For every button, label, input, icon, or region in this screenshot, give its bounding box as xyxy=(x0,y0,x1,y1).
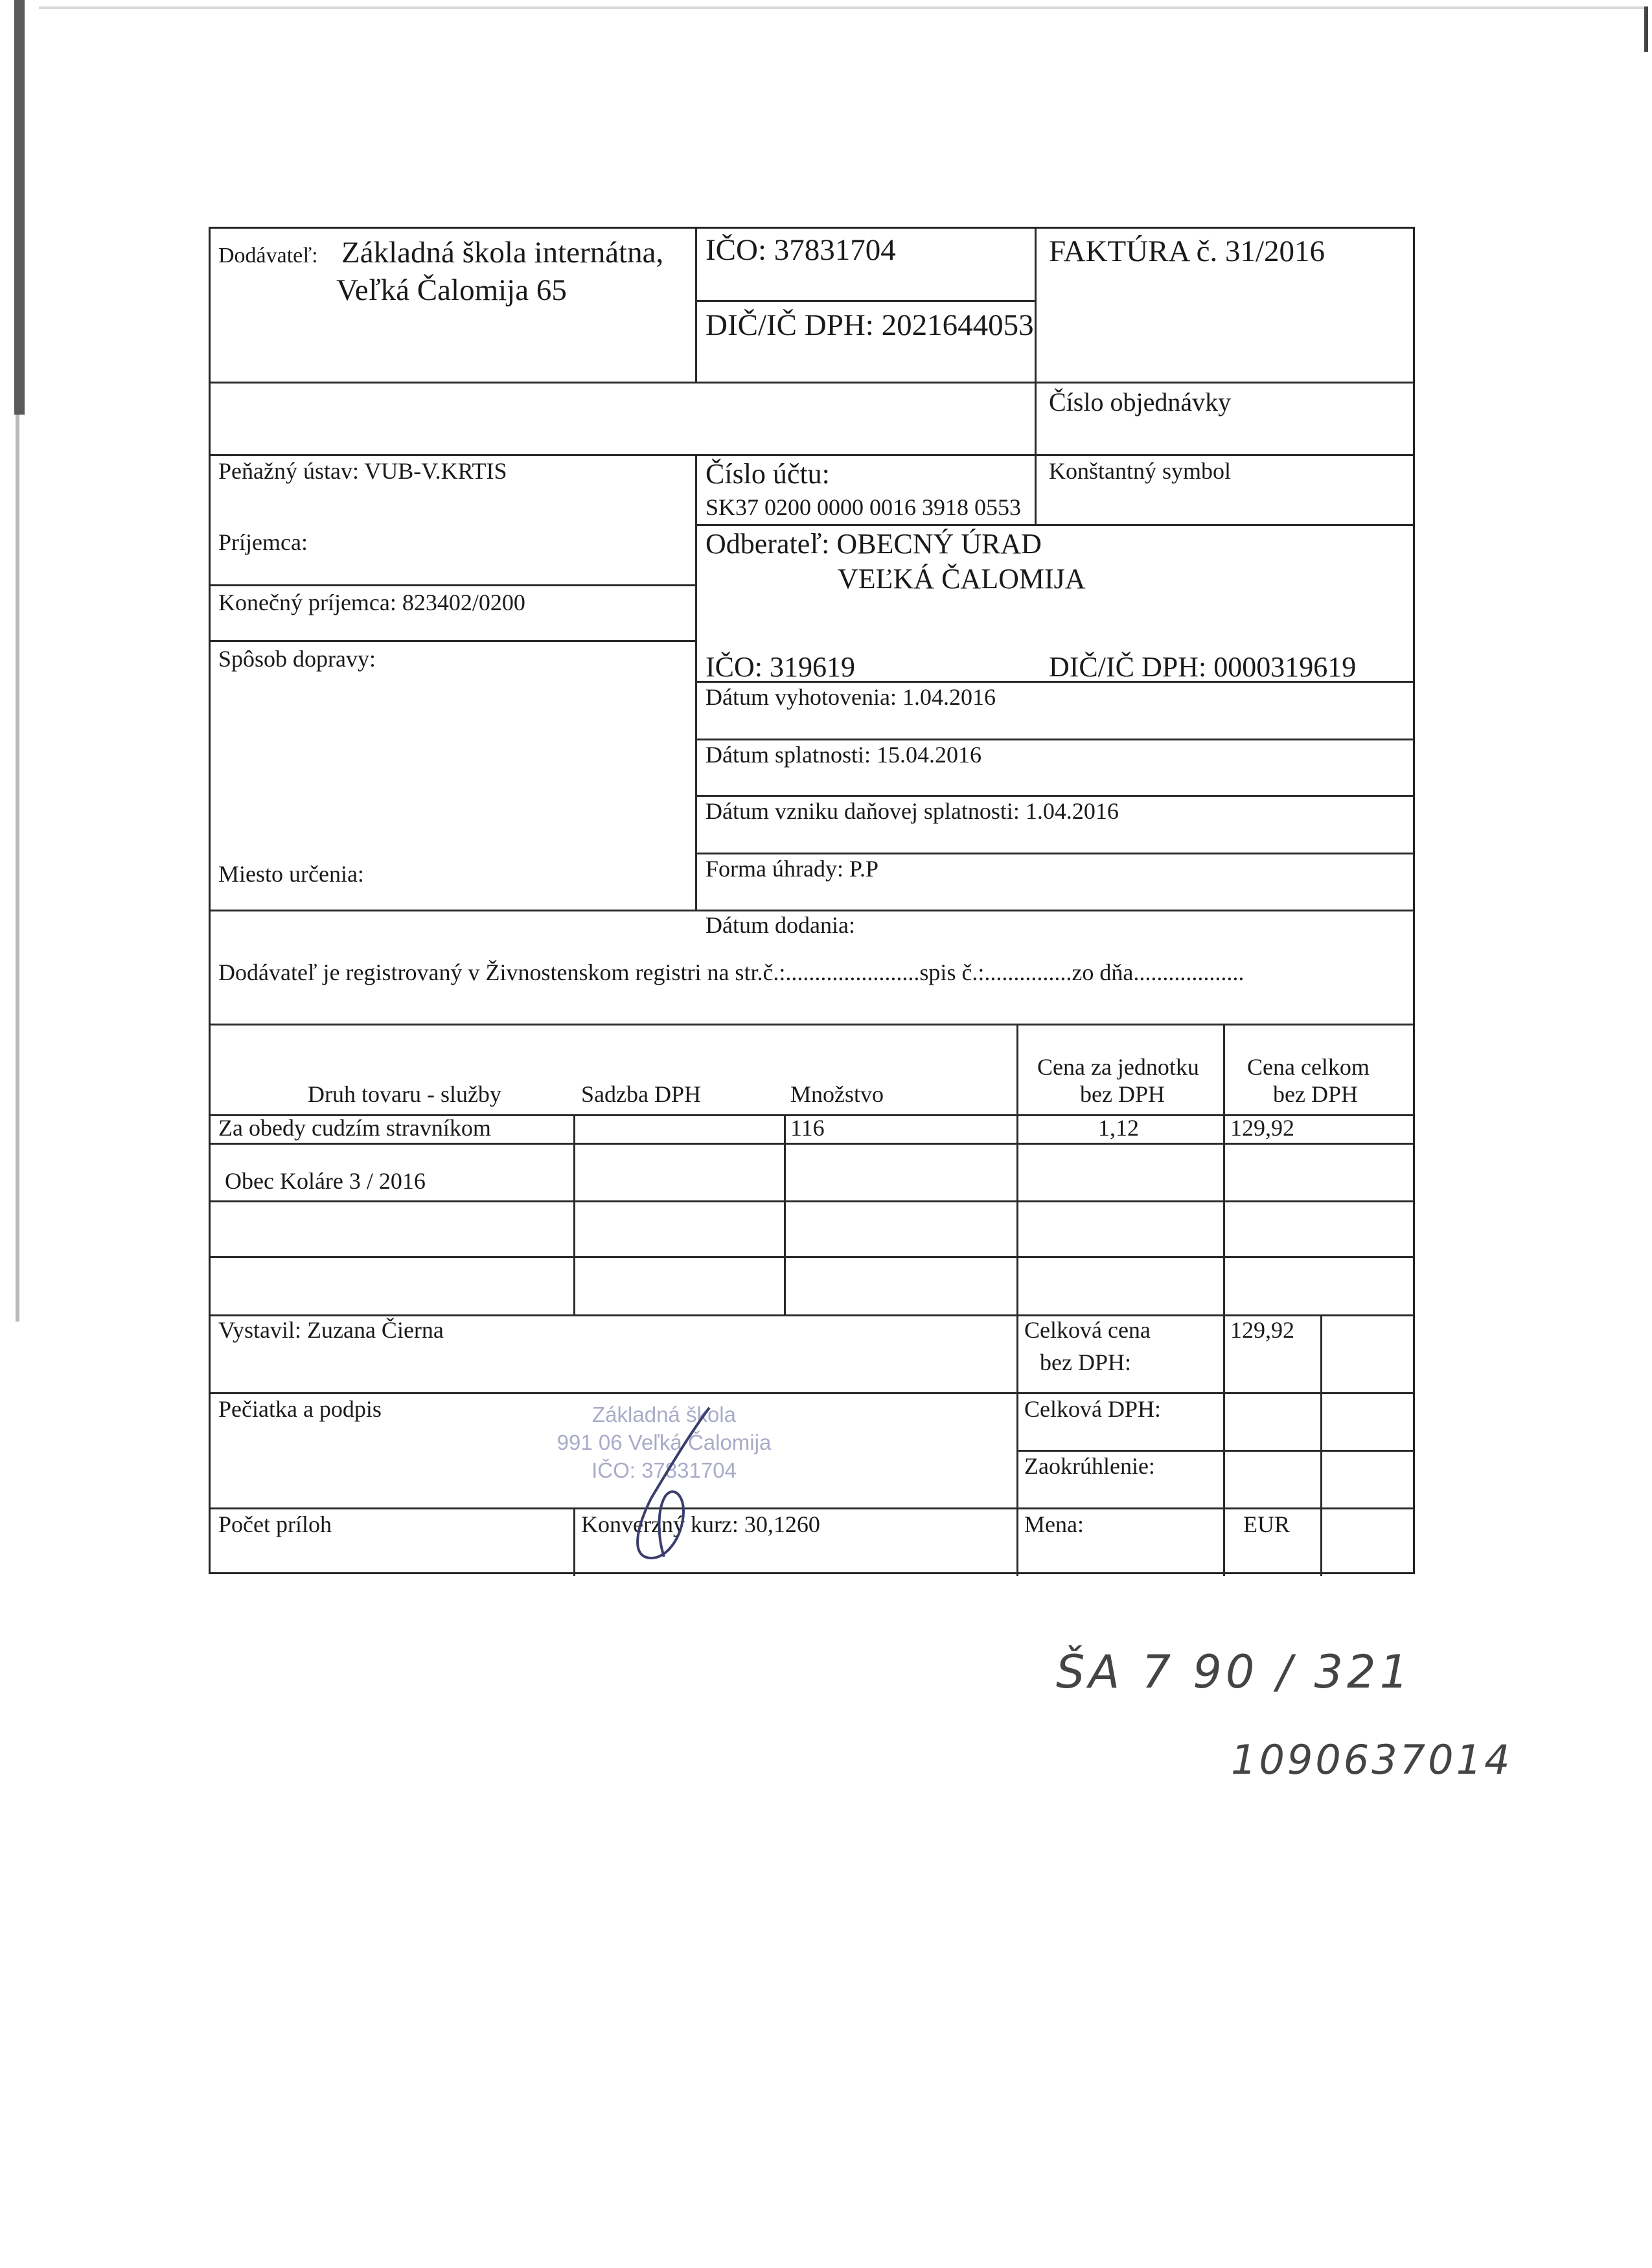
supplier-dic: DIČ/IČ DPH: 2021644053 xyxy=(706,308,1034,342)
customer-dic: DIČ/IČ DPH: 0000319619 xyxy=(1049,651,1357,683)
customer-name: Odberateľ: OBECNÝ ÚRAD xyxy=(706,528,1042,560)
rule xyxy=(1035,454,1037,524)
rule xyxy=(211,910,1413,911)
scan-edge-right xyxy=(1644,6,1648,52)
rule xyxy=(211,1024,1413,1025)
currency-value: EUR xyxy=(1243,1511,1290,1537)
rule xyxy=(1016,1450,1413,1452)
rule xyxy=(1223,1024,1225,1314)
supplier-ico: IČO: 37831704 xyxy=(706,233,896,267)
item-unit-price: 1,12 xyxy=(1098,1115,1139,1141)
col-quantity: Množstvo xyxy=(790,1081,884,1107)
rule xyxy=(211,1314,1413,1316)
stamp-line-1: Základná škola xyxy=(592,1403,736,1426)
rule xyxy=(211,1507,1413,1509)
rule xyxy=(784,1114,786,1314)
due-date: Dátum splatnosti: 15.04.2016 xyxy=(706,742,981,768)
rule xyxy=(1035,382,1037,454)
rule xyxy=(695,795,1413,797)
rule xyxy=(695,739,1413,740)
rule xyxy=(211,1392,1413,1394)
item-quantity: 116 xyxy=(790,1115,825,1141)
rule xyxy=(1320,1314,1322,1576)
order-number-label: Číslo objednávky xyxy=(1049,387,1232,417)
signature-mark xyxy=(560,1395,755,1583)
bank-institution: Peňažný ústav: VUB-V.KRTIS xyxy=(218,458,507,484)
item-name: Za obedy cudzím stravníkom xyxy=(218,1115,491,1141)
account-number: SK37 0200 0000 0016 3918 0553 xyxy=(706,494,1022,520)
scan-edge-top xyxy=(39,6,1646,9)
destination-label: Miesto určenia: xyxy=(218,861,364,887)
total-value: 129,92 xyxy=(1230,1317,1294,1343)
customer-ico: IČO: 319619 xyxy=(706,651,855,683)
scan-edge-dark xyxy=(14,0,25,415)
rule xyxy=(211,382,1413,384)
col-unit-price-2: bez DPH xyxy=(1080,1081,1165,1107)
rule xyxy=(695,229,697,382)
rule xyxy=(1223,1314,1225,1576)
invoice-number: FAKTÚRA č. 31/2016 xyxy=(1049,235,1325,268)
rule xyxy=(211,1143,1413,1145)
issued-by: Vystavil: Zuzana Čierna xyxy=(218,1317,444,1343)
attachments-label: Počet príloh xyxy=(218,1511,332,1537)
customer-name-2: VEĽKÁ ČALOMIJA xyxy=(838,563,1086,595)
recipient-label: Príjemca: xyxy=(218,529,308,555)
rule xyxy=(695,853,1413,854)
final-recipient: Konečný príjemca: 823402/0200 xyxy=(218,590,525,615)
supplier-label: Dodávateľ: xyxy=(218,244,318,268)
total-label-1: Celková cena xyxy=(1024,1317,1151,1343)
rule xyxy=(1035,229,1037,382)
exchange-rate: Konverzný kurz: 30,1260 xyxy=(581,1511,820,1537)
supplier-address: Veľká Čalomija 65 xyxy=(336,273,567,307)
total-vat-label: Celková DPH: xyxy=(1024,1396,1161,1422)
col-vat-rate: Sadzba DPH xyxy=(581,1081,701,1107)
payment-form: Forma úhrady: P.P xyxy=(706,856,879,882)
rule xyxy=(695,300,1035,302)
rule xyxy=(211,584,696,586)
rule xyxy=(211,1200,1413,1202)
rule xyxy=(211,454,1413,456)
registry-note: Dodávateľ je registrovaný v Živnostenskom registri na str.č.:.......................spis č.:...............zo dňa................... xyxy=(218,959,1245,985)
item-note: Obec Koláre 3 / 2016 xyxy=(225,1168,426,1194)
col-total-1: Cena celkom xyxy=(1247,1054,1370,1080)
item-total: 129,92 xyxy=(1230,1115,1294,1141)
stamp-line-3: IČO: 37831704 xyxy=(591,1458,737,1482)
col-total-2: bez DPH xyxy=(1273,1081,1358,1107)
invoice-form xyxy=(209,227,1415,1574)
rule xyxy=(1016,1024,1018,1314)
issue-date: Dátum vyhotovenia: 1.04.2016 xyxy=(706,684,996,710)
col-unit-price-1: Cena za jednotku xyxy=(1037,1054,1199,1080)
rule xyxy=(211,640,696,642)
rule xyxy=(695,524,1413,526)
currency-label: Mena: xyxy=(1024,1511,1084,1537)
tax-due-date: Dátum vzniku daňovej splatnosti: 1.04.2016 xyxy=(706,798,1119,824)
rule xyxy=(211,1256,1413,1258)
rule xyxy=(573,1114,575,1314)
handwritten-note-1: ŠA 7 90 / 321 xyxy=(1056,1645,1413,1699)
transport-method-label: Spôsob dopravy: xyxy=(218,646,376,672)
handwritten-note-2: 1090637014 xyxy=(1231,1736,1513,1783)
rule xyxy=(695,454,697,910)
col-goods: Druh tovaru - služby xyxy=(308,1081,501,1107)
account-label: Číslo účtu: xyxy=(706,458,830,490)
total-label-2: bez DPH: xyxy=(1040,1349,1131,1375)
stamp-line-2: 991 06 Veľká Čalomija xyxy=(556,1430,772,1454)
rule xyxy=(1016,1314,1018,1576)
supplier-name: Základná škola internátna, xyxy=(341,236,664,269)
rounding-label: Zaokrúhlenie: xyxy=(1024,1453,1155,1479)
delivery-date: Dátum dodania: xyxy=(706,912,855,938)
scan-edge-light xyxy=(16,415,19,1322)
constant-symbol-label: Konštantný symbol xyxy=(1049,458,1232,484)
stamp-signature-label: Pečiatka a podpis xyxy=(218,1396,382,1422)
